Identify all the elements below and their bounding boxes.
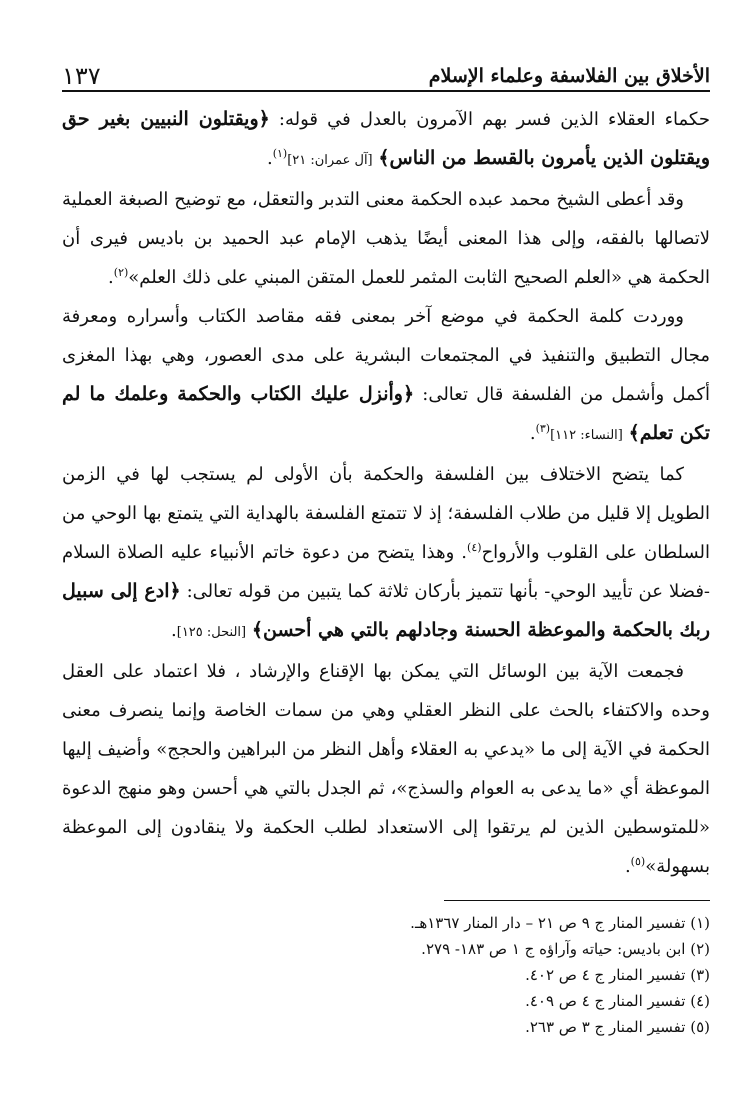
paragraph [62, 652, 710, 886]
verse-reference: [النحل: ١٢٥] [176, 625, 247, 640]
footnote-marker: (٢) [113, 266, 129, 279]
running-title: الأخلاق بين الفلاسفة وعلماء الإسلام [428, 65, 710, 88]
text-run: حكماء العقلاء الذين فسر بهم الآمرون بالعدل في قوله: [269, 109, 710, 130]
footnote: (٢) ابن باديس: حياته وآراؤه ج ١ ص ١٨٣- ٢٧٩. [421, 940, 710, 958]
footnote: (١) تفسير المنار ج ٩ ص ٢١ – دار المنار ١٣٦٧هـ. [410, 914, 710, 932]
paragraph [62, 100, 710, 180]
footnote-rule [444, 900, 710, 901]
text-run: كما يتضح الاختلاف بين الفلسفة والحكمة بأن الأولى لم يستجب لها في الزمن الطويل إلا قليل من طلاب الفلسفة؛ إذ لا تتمتع الفلسفة بالهداية التي يتمتع بها الوحي من السلطان على القلوب والأرواح [62, 464, 710, 563]
footnote: (٥) تفسير المنار ج ٣ ص ٢٦٣. [525, 1018, 710, 1036]
footnote-marker: (٣) [535, 422, 551, 435]
text-run: وقد أعطى الشيخ محمد عبده الحكمة معنى التدبر والتعقل، مع توضيح الصبغة العملية لاتصالها بالفقه، وإلى هذا المعنى أيضًا يذهب الإمام عبد الحميد بن باديس فيرى أن الحكمة هي «العلم الصحيح الثابت المثمر للعمل المتقن المبني على ذلك العلم» [62, 189, 710, 288]
text-run: . وهذا يتضح من دعوة خاتم الأنبياء عليه الصلاة السلام -فضلا عن تأييد الوحي- بأنها تتميز بأركان ثلاثة كما يتبين من قوله تعالى: [62, 542, 711, 602]
body-text [62, 100, 710, 888]
footnote-marker: (٥) [630, 855, 646, 868]
quran-verse: ﴿وأنزل عليك الكتاب والحكمة وعلمك ما لم تكن تعلم﴾ [62, 383, 710, 444]
page-number: ١٣٧ [62, 62, 101, 90]
verse-reference: [آل عمران: ٢١] [287, 153, 373, 168]
text-run: . [266, 148, 273, 169]
paragraph [62, 180, 710, 297]
footnote-marker: (٤) [467, 541, 482, 554]
quran-verse: ﴿ويقتلون النبيين بغير حق ويقتلون الذين يأمرون بالقسط من الناس﴾ [62, 108, 710, 169]
text-run: فجمعت الآية بين الوسائل التي يمكن بها الإقناع والإرشاد ، فلا اعتماد على العقل وحده والاكتفاء بالحث على النظر العقلي وهي من سمات الخاصة وإنما ينصرف معنى الحكمة في الآية إلى ما «يدعي به العقلاء وأهل النظر من البراهين والحجج» وأضيف إليها الموعظة أي «ما يدعى به العوام والسذج»، ثم الجدل بالتي هي أحسن وهو منهج الدعوة «للمتوسطين الذين لم يرتقوا إلى الاستعداد لطلب الحكمة ولا ينقادون إلى الموعظة بسهولة» [62, 661, 710, 877]
header-rule [62, 90, 710, 92]
footnote: (٤) تفسير المنار ج ٤ ص ٤٠٩. [525, 992, 710, 1010]
text-run: . [529, 423, 536, 444]
quran-verse: ﴿ادع إلى سبيل ربك بالحكمة والموعظة الحسنة وجادلهم بالتي هي أحسن﴾ [62, 580, 710, 641]
footnotes [62, 910, 710, 1040]
running-header [62, 52, 710, 88]
text-run: . [624, 856, 631, 877]
footnote: (٣) تفسير المنار ج ٤ ص ٤٠٢. [525, 966, 710, 984]
text-run: . [108, 267, 114, 288]
text-run: ووردت كلمة الحكمة في موضع آخر بمعنى فقه مقاصد الكتاب وأسراره ومعرفة مجال التطبيق والتنفيذ في المجتمعات البشرية على مدى العصور، وهي بهذا المغزى أكمل وأشمل من الفلسفة قال تعالى: [62, 306, 710, 405]
footnote-marker: (١) [272, 147, 288, 160]
verse-reference: [النساء: ١١٢] [550, 428, 623, 443]
text-run: . [171, 620, 177, 641]
paragraph [62, 455, 710, 652]
paragraph [62, 297, 710, 455]
